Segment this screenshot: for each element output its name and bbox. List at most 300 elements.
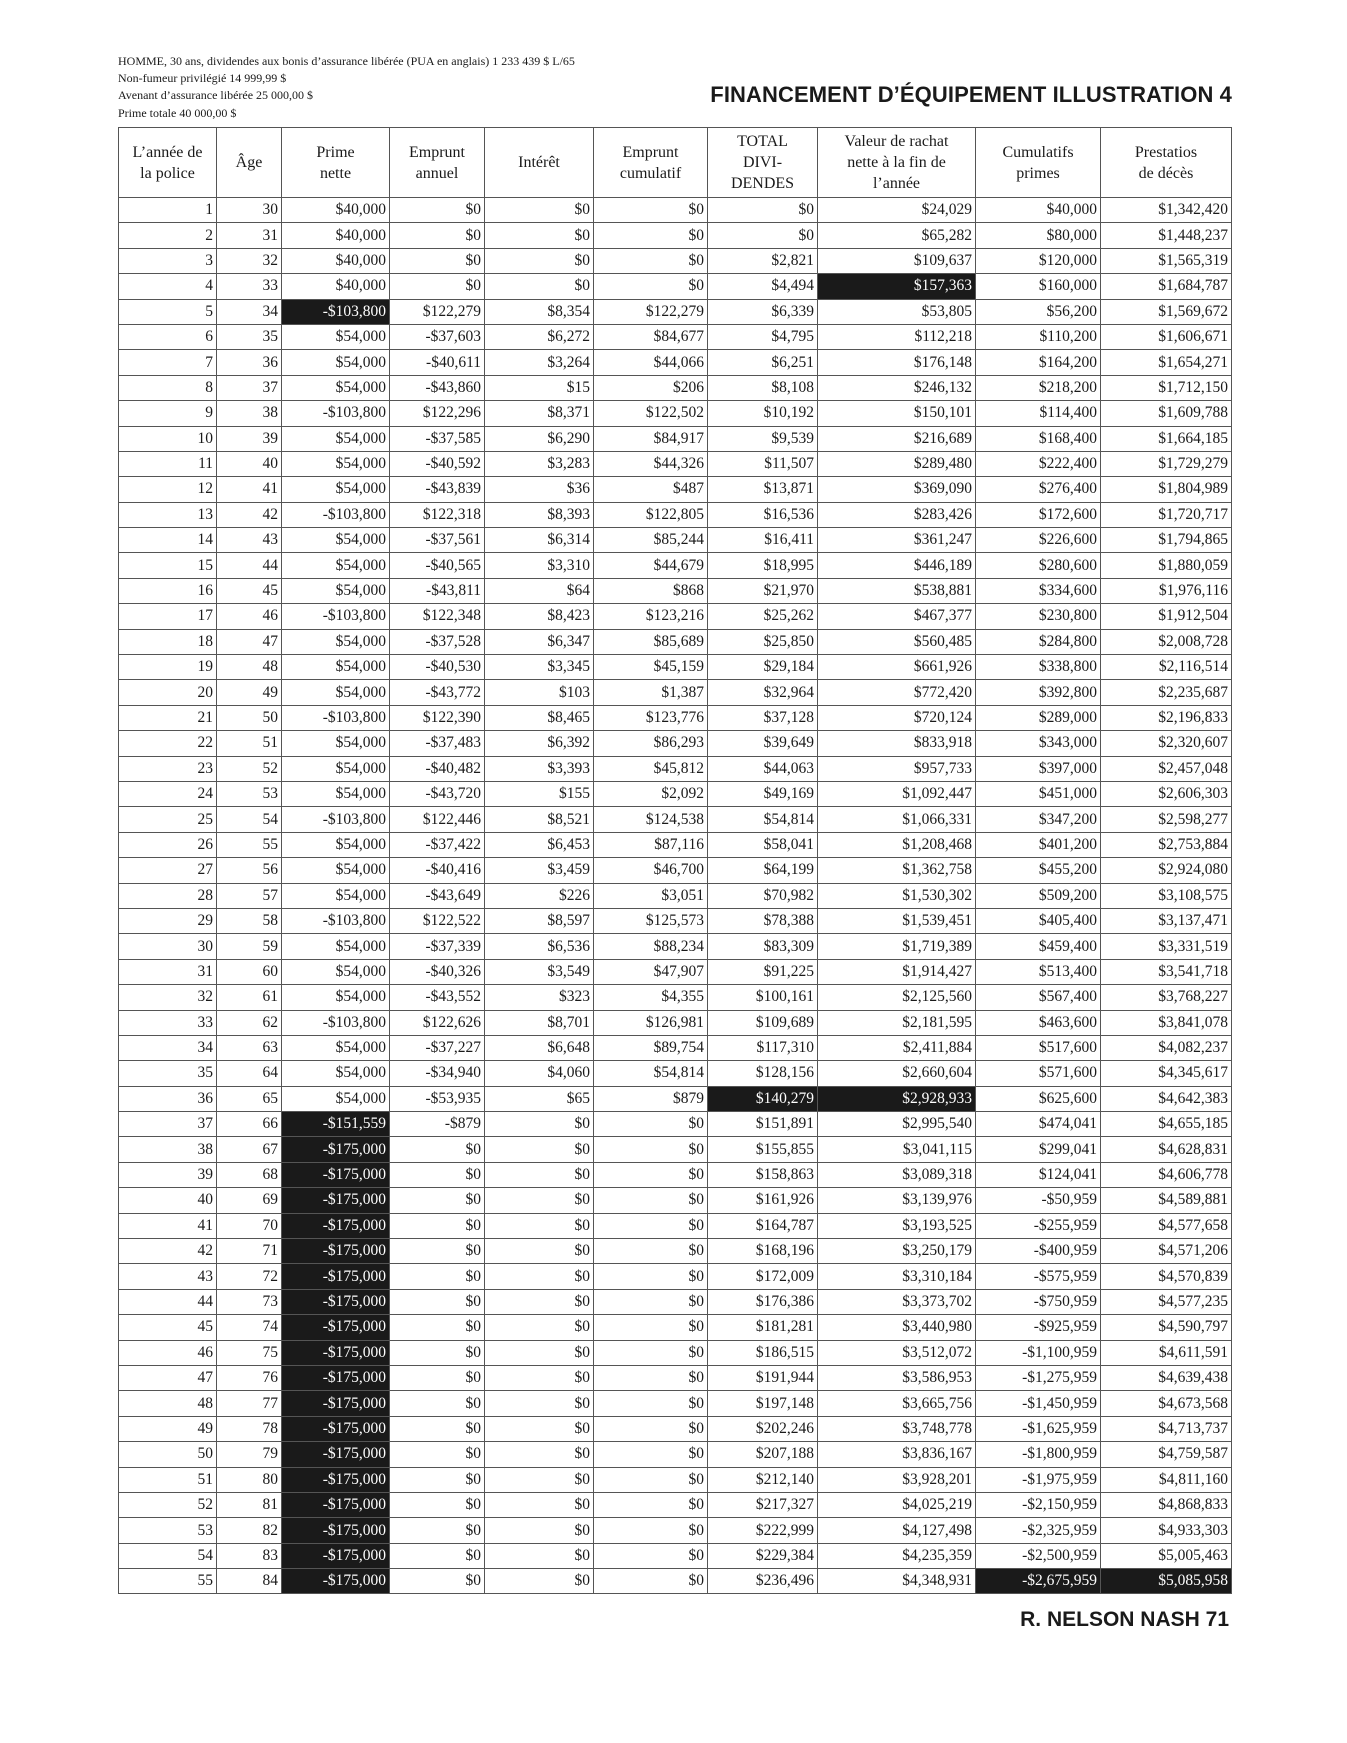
table-cell: $124,538 (594, 807, 708, 832)
table-cell: $122,318 (390, 502, 485, 527)
table-cell: 55 (119, 1569, 217, 1594)
table-cell: $91,225 (708, 959, 818, 984)
table-cell: $284,800 (976, 629, 1101, 654)
table-cell: -$255,959 (976, 1213, 1101, 1238)
table-cell: $8,393 (485, 502, 594, 527)
table-cell: $2,995,540 (818, 1112, 976, 1137)
policy-summary-line: Prime totale 40 000,00 $ (118, 105, 237, 120)
table-cell: $0 (594, 248, 708, 273)
table-cell: $0 (594, 1442, 708, 1467)
table-cell: -$53,935 (390, 1086, 485, 1111)
table-row (119, 1492, 1232, 1517)
table-cell: $54,000 (282, 756, 390, 781)
table-cell: $0 (594, 1188, 708, 1213)
table-cell: $3,512,072 (818, 1340, 976, 1365)
table-cell: $343,000 (976, 731, 1101, 756)
table-cell: 15 (119, 553, 217, 578)
table-cell: -$37,528 (390, 629, 485, 654)
table-cell: -$43,720 (390, 781, 485, 806)
table-cell: 34 (119, 1035, 217, 1060)
table-cell: $2,008,728 (1101, 629, 1232, 654)
table-cell: $186,515 (708, 1340, 818, 1365)
policy-summary-line: HOMME, 30 ans, dividendes aux bonis d’assurance libérée (PUA en anglais) 1 233 439 $ L/65 (118, 54, 575, 68)
table-cell: 43 (217, 528, 282, 553)
table-cell: $54,000 (282, 375, 390, 400)
table-row (119, 1010, 1232, 1035)
table-cell: $202,246 (708, 1416, 818, 1441)
table-cell: -$103,800 (282, 401, 390, 426)
table-cell: $54,000 (282, 629, 390, 654)
table-cell: $13,871 (708, 477, 818, 502)
table-cell: $3,373,702 (818, 1289, 976, 1314)
column-header-line: Emprunt (409, 143, 465, 161)
column-header-line: L’année de (132, 143, 203, 161)
table-cell: $29,184 (708, 655, 818, 680)
table-cell: $0 (485, 223, 594, 248)
table-cell: $168,400 (976, 426, 1101, 451)
table-row (119, 1035, 1232, 1060)
table-cell: $4,933,303 (1101, 1518, 1232, 1543)
column-header (485, 128, 594, 198)
table-cell: $0 (485, 1391, 594, 1416)
table-cell: $0 (390, 248, 485, 273)
table-cell: 54 (217, 807, 282, 832)
table-cell: $1,539,451 (818, 908, 976, 933)
column-header-line: DIVI- (742, 154, 783, 171)
table-cell: $58,041 (708, 832, 818, 857)
table-cell: $3,089,318 (818, 1162, 976, 1187)
table-cell: $40,000 (282, 198, 390, 223)
column-header-line: Âge (235, 154, 263, 171)
table-cell: 22 (119, 731, 217, 756)
table-cell: $236,496 (708, 1569, 818, 1594)
table-cell: 55 (217, 832, 282, 857)
table-cell: 54 (119, 1543, 217, 1568)
column-header (217, 128, 282, 198)
table-cell: $1,092,447 (818, 781, 976, 806)
table-cell: $8,597 (485, 908, 594, 933)
table-cell: $4,494 (708, 274, 818, 299)
table-cell: $64,199 (708, 858, 818, 883)
table-cell: $0 (485, 1112, 594, 1137)
table-cell: 51 (217, 731, 282, 756)
table-cell: $0 (390, 1365, 485, 1390)
table-cell: 1 (119, 198, 217, 223)
table-cell: 69 (217, 1188, 282, 1213)
table-cell: 45 (119, 1315, 217, 1340)
table-cell: $246,132 (818, 375, 976, 400)
table-cell: -$34,940 (390, 1061, 485, 1086)
table-cell: $54,000 (282, 528, 390, 553)
table-cell: $6,272 (485, 324, 594, 349)
table-cell: 45 (217, 578, 282, 603)
table-cell: $0 (594, 198, 708, 223)
table-cell: $5,005,463 (1101, 1543, 1232, 1568)
table-header (119, 128, 1232, 198)
table-cell: $78,388 (708, 908, 818, 933)
table-cell: $226,600 (976, 528, 1101, 553)
table-cell: 25 (119, 807, 217, 832)
table-cell: 41 (217, 477, 282, 502)
table-cell: $463,600 (976, 1010, 1101, 1035)
table-cell: $772,420 (818, 680, 976, 705)
table-cell: 50 (217, 705, 282, 730)
table-cell: $0 (485, 1188, 594, 1213)
table-cell: $879 (594, 1086, 708, 1111)
table-cell: 27 (119, 858, 217, 883)
table-cell: -$400,959 (976, 1239, 1101, 1264)
table-row (119, 680, 1232, 705)
table-cell: $0 (594, 1137, 708, 1162)
table-cell: $212,140 (708, 1467, 818, 1492)
table-cell: $8,108 (708, 375, 818, 400)
table-cell: $84,677 (594, 324, 708, 349)
table-cell: -$103,800 (282, 1010, 390, 1035)
table-cell: $0 (594, 1492, 708, 1517)
table-cell: $44,066 (594, 350, 708, 375)
table-cell: $3,768,227 (1101, 985, 1232, 1010)
table-cell: $299,041 (976, 1137, 1101, 1162)
table-cell: $1,914,427 (818, 959, 976, 984)
table-cell: $226 (485, 883, 594, 908)
table-cell: $54,000 (282, 426, 390, 451)
table-cell: 20 (119, 680, 217, 705)
table-cell: $538,881 (818, 578, 976, 603)
table-cell: $4,355 (594, 985, 708, 1010)
table-cell: 35 (119, 1061, 217, 1086)
table-cell: $0 (594, 1365, 708, 1390)
table-cell: 66 (217, 1112, 282, 1137)
table-cell: $122,390 (390, 705, 485, 730)
table-cell: -$175,000 (282, 1569, 390, 1594)
table-cell: $2,196,833 (1101, 705, 1232, 730)
table-row (119, 198, 1232, 223)
table-cell: $1,530,302 (818, 883, 976, 908)
table-cell: $4,577,235 (1101, 1289, 1232, 1314)
table-cell: $158,863 (708, 1162, 818, 1187)
table-cell: 49 (217, 680, 282, 705)
table-cell: $2,598,277 (1101, 807, 1232, 832)
table-cell: $459,400 (976, 934, 1101, 959)
table-cell: $176,148 (818, 350, 976, 375)
table-cell: $0 (390, 1492, 485, 1517)
table-cell: $89,754 (594, 1035, 708, 1060)
table-cell: $3,541,718 (1101, 959, 1232, 984)
table-cell: $0 (708, 223, 818, 248)
table-row (119, 959, 1232, 984)
table-cell: $54,000 (282, 1086, 390, 1111)
table-cell: $0 (485, 248, 594, 273)
table-cell: $16,536 (708, 502, 818, 527)
table-row (119, 350, 1232, 375)
table-cell: $467,377 (818, 604, 976, 629)
table-cell: 16 (119, 578, 217, 603)
table-cell: 23 (119, 756, 217, 781)
table-cell: $0 (390, 1467, 485, 1492)
table-cell: $80,000 (976, 223, 1101, 248)
table-cell: $54,000 (282, 985, 390, 1010)
table-cell: $4,639,438 (1101, 1365, 1232, 1390)
table-cell: $151,891 (708, 1112, 818, 1137)
table-cell: $64 (485, 578, 594, 603)
column-header-line: de décès (1138, 164, 1194, 182)
table-row (119, 401, 1232, 426)
table-cell: $720,124 (818, 705, 976, 730)
column-header (390, 128, 485, 198)
table-cell: 39 (217, 426, 282, 451)
table-cell: $0 (485, 1492, 594, 1517)
table-cell: $1,794,865 (1101, 528, 1232, 553)
table-cell: $0 (485, 1264, 594, 1289)
table-cell: -$175,000 (282, 1315, 390, 1340)
table-cell: $4,060 (485, 1061, 594, 1086)
table-cell: $833,918 (818, 731, 976, 756)
table-row (119, 553, 1232, 578)
table-cell: 43 (119, 1264, 217, 1289)
table-cell: $0 (594, 1518, 708, 1543)
table-cell: $54,000 (282, 731, 390, 756)
table-cell: -$37,561 (390, 528, 485, 553)
table-cell: $128,156 (708, 1061, 818, 1086)
table-row (119, 1239, 1232, 1264)
column-header (976, 128, 1101, 198)
table-cell: $3,051 (594, 883, 708, 908)
page-footer: R. NELSON NASH 71 (1020, 1608, 1229, 1631)
table-cell: 70 (217, 1213, 282, 1238)
table-row (119, 426, 1232, 451)
table-cell: $0 (485, 1416, 594, 1441)
table-cell: $3,459 (485, 858, 594, 883)
table-cell: $155 (485, 781, 594, 806)
table-cell: $112,218 (818, 324, 976, 349)
table-cell: -$879 (390, 1112, 485, 1137)
table-cell: $39,649 (708, 731, 818, 756)
table-cell: -$43,811 (390, 578, 485, 603)
table-cell: $868 (594, 578, 708, 603)
table-row (119, 1340, 1232, 1365)
column-header (818, 128, 976, 198)
table-cell: $4,235,359 (818, 1543, 976, 1568)
table-cell: $44,679 (594, 553, 708, 578)
table-cell: 75 (217, 1340, 282, 1365)
table-cell: $0 (594, 274, 708, 299)
table-cell: 5 (119, 299, 217, 324)
table-cell: $124,041 (976, 1162, 1101, 1187)
table-cell: -$750,959 (976, 1289, 1101, 1314)
table-cell: $44,063 (708, 756, 818, 781)
table-cell: 49 (119, 1416, 217, 1441)
table-cell: $65,282 (818, 223, 976, 248)
table-cell: -$37,339 (390, 934, 485, 959)
table-row (119, 1391, 1232, 1416)
table-cell: 42 (119, 1239, 217, 1264)
table-cell: 10 (119, 426, 217, 451)
table-cell: -$40,530 (390, 655, 485, 680)
column-header (119, 128, 217, 198)
table-cell: $0 (594, 1213, 708, 1238)
table-cell: -$103,800 (282, 705, 390, 730)
table-cell: $10,192 (708, 401, 818, 426)
table-cell: $164,200 (976, 350, 1101, 375)
table-cell: -$175,000 (282, 1264, 390, 1289)
table-cell: $280,600 (976, 553, 1101, 578)
table-cell: 74 (217, 1315, 282, 1340)
table-cell: $44,326 (594, 451, 708, 476)
table-cell: $4,628,831 (1101, 1137, 1232, 1162)
table-cell: $40,000 (282, 248, 390, 273)
column-header-line: Valeur de rachat (844, 133, 949, 150)
table-row (119, 248, 1232, 273)
column-header (708, 128, 818, 198)
table-cell: $0 (594, 1112, 708, 1137)
table-cell: -$50,959 (976, 1188, 1101, 1213)
column-header-line: annuel (415, 164, 459, 182)
table-cell: $3,041,115 (818, 1137, 976, 1162)
table-row (119, 223, 1232, 248)
table-cell: $0 (390, 1289, 485, 1314)
table-cell: $25,850 (708, 629, 818, 654)
table-cell: $0 (390, 198, 485, 223)
table-cell: 46 (119, 1340, 217, 1365)
column-header (594, 128, 708, 198)
table-cell: -$175,000 (282, 1137, 390, 1162)
table-cell: $157,363 (818, 274, 976, 299)
table-cell: 57 (217, 883, 282, 908)
table-cell: $6,347 (485, 629, 594, 654)
table-cell: $4,642,383 (1101, 1086, 1232, 1111)
table-cell: -$175,000 (282, 1289, 390, 1314)
table-cell: $40,000 (976, 198, 1101, 223)
table-cell: $109,689 (708, 1010, 818, 1035)
table-row (119, 655, 1232, 680)
table-cell: 29 (119, 908, 217, 933)
table-row (119, 858, 1232, 883)
table-cell: -$925,959 (976, 1315, 1101, 1340)
table-cell: 59 (217, 934, 282, 959)
table-cell: $110,200 (976, 324, 1101, 349)
table-cell: $122,279 (594, 299, 708, 324)
column-header-line: Prime (316, 143, 355, 161)
column-header-line: cumulatif (619, 164, 682, 182)
table-cell: $0 (485, 1467, 594, 1492)
table-cell: $513,400 (976, 959, 1101, 984)
table-cell: $222,400 (976, 451, 1101, 476)
policy-summary-line: Non-fumeur privilégié 14 999,99 $ (118, 71, 287, 86)
table-cell: -$2,675,959 (976, 1569, 1101, 1594)
table-cell: 42 (217, 502, 282, 527)
table-cell: $369,090 (818, 477, 976, 502)
table-cell: 83 (217, 1543, 282, 1568)
table-cell: 41 (119, 1213, 217, 1238)
table-cell: 76 (217, 1365, 282, 1390)
column-header-line: DENDES (730, 175, 795, 192)
table-cell: 77 (217, 1391, 282, 1416)
table-cell: $122,348 (390, 604, 485, 629)
table-row (119, 832, 1232, 857)
table-cell: $4,590,797 (1101, 1315, 1232, 1340)
table-row (119, 1112, 1232, 1137)
table-cell: $3,139,976 (818, 1188, 976, 1213)
table-cell: $560,485 (818, 629, 976, 654)
table-cell: $54,000 (282, 1061, 390, 1086)
table-cell: 84 (217, 1569, 282, 1594)
table-cell: $122,805 (594, 502, 708, 527)
table-cell: $0 (485, 1518, 594, 1543)
table-cell: -$37,585 (390, 426, 485, 451)
table-cell: 7 (119, 350, 217, 375)
table-cell: -$175,000 (282, 1416, 390, 1441)
column-header-line: Cumulatifs (1002, 143, 1074, 161)
table-cell: $2,320,607 (1101, 731, 1232, 756)
table-cell: $84,917 (594, 426, 708, 451)
table-cell: -$175,000 (282, 1188, 390, 1213)
table-cell: 2 (119, 223, 217, 248)
table-cell: $2,606,303 (1101, 781, 1232, 806)
table-cell: 73 (217, 1289, 282, 1314)
table-cell: $2,457,048 (1101, 756, 1232, 781)
table-cell: 37 (119, 1112, 217, 1137)
table-cell: $8,354 (485, 299, 594, 324)
column-header-line: Prestatios (1134, 143, 1198, 161)
table-cell: 47 (119, 1365, 217, 1390)
table-cell: $86,293 (594, 731, 708, 756)
table-cell: $8,371 (485, 401, 594, 426)
table-cell: $37,128 (708, 705, 818, 730)
table-cell: $45,812 (594, 756, 708, 781)
table-cell: -$175,000 (282, 1518, 390, 1543)
table-cell: 17 (119, 604, 217, 629)
table-row (119, 375, 1232, 400)
table-cell: -$40,482 (390, 756, 485, 781)
table-cell: $4,589,881 (1101, 1188, 1232, 1213)
table-row (119, 934, 1232, 959)
table-cell: -$2,150,959 (976, 1492, 1101, 1517)
table-cell: $197,148 (708, 1391, 818, 1416)
table-cell: $3,836,167 (818, 1442, 976, 1467)
table-cell: $65 (485, 1086, 594, 1111)
table-cell: 56 (217, 858, 282, 883)
table-cell: $1,804,989 (1101, 477, 1232, 502)
table-cell: $2,924,080 (1101, 858, 1232, 883)
table-cell: -$103,800 (282, 299, 390, 324)
table-cell: $0 (485, 1442, 594, 1467)
table-cell: $283,426 (818, 502, 976, 527)
table-cell: $217,327 (708, 1492, 818, 1517)
table-cell: $6,290 (485, 426, 594, 451)
table-cell: 48 (217, 655, 282, 680)
table-cell: $5,085,958 (1101, 1569, 1232, 1594)
table-cell: $230,800 (976, 604, 1101, 629)
table-cell: $54,000 (282, 324, 390, 349)
column-header-line: Emprunt (622, 143, 679, 161)
table-cell: $3,549 (485, 959, 594, 984)
table-cell: -$175,000 (282, 1239, 390, 1264)
policy-summary-line: Avenant d’assurance libérée 25 000,00 $ (118, 88, 314, 103)
table-row (119, 1137, 1232, 1162)
table-cell: $54,000 (282, 350, 390, 375)
table-cell: -$1,625,959 (976, 1416, 1101, 1441)
table-cell: 39 (119, 1162, 217, 1187)
table-cell: $2,821 (708, 248, 818, 273)
column-header-line: Intérêt (518, 154, 560, 171)
table-cell: $0 (390, 1188, 485, 1213)
table-cell: 35 (217, 324, 282, 349)
table-cell: $289,000 (976, 705, 1101, 730)
table-row (119, 731, 1232, 756)
table-cell: $3,345 (485, 655, 594, 680)
table-cell: $1,448,237 (1101, 223, 1232, 248)
table-cell: $509,200 (976, 883, 1101, 908)
